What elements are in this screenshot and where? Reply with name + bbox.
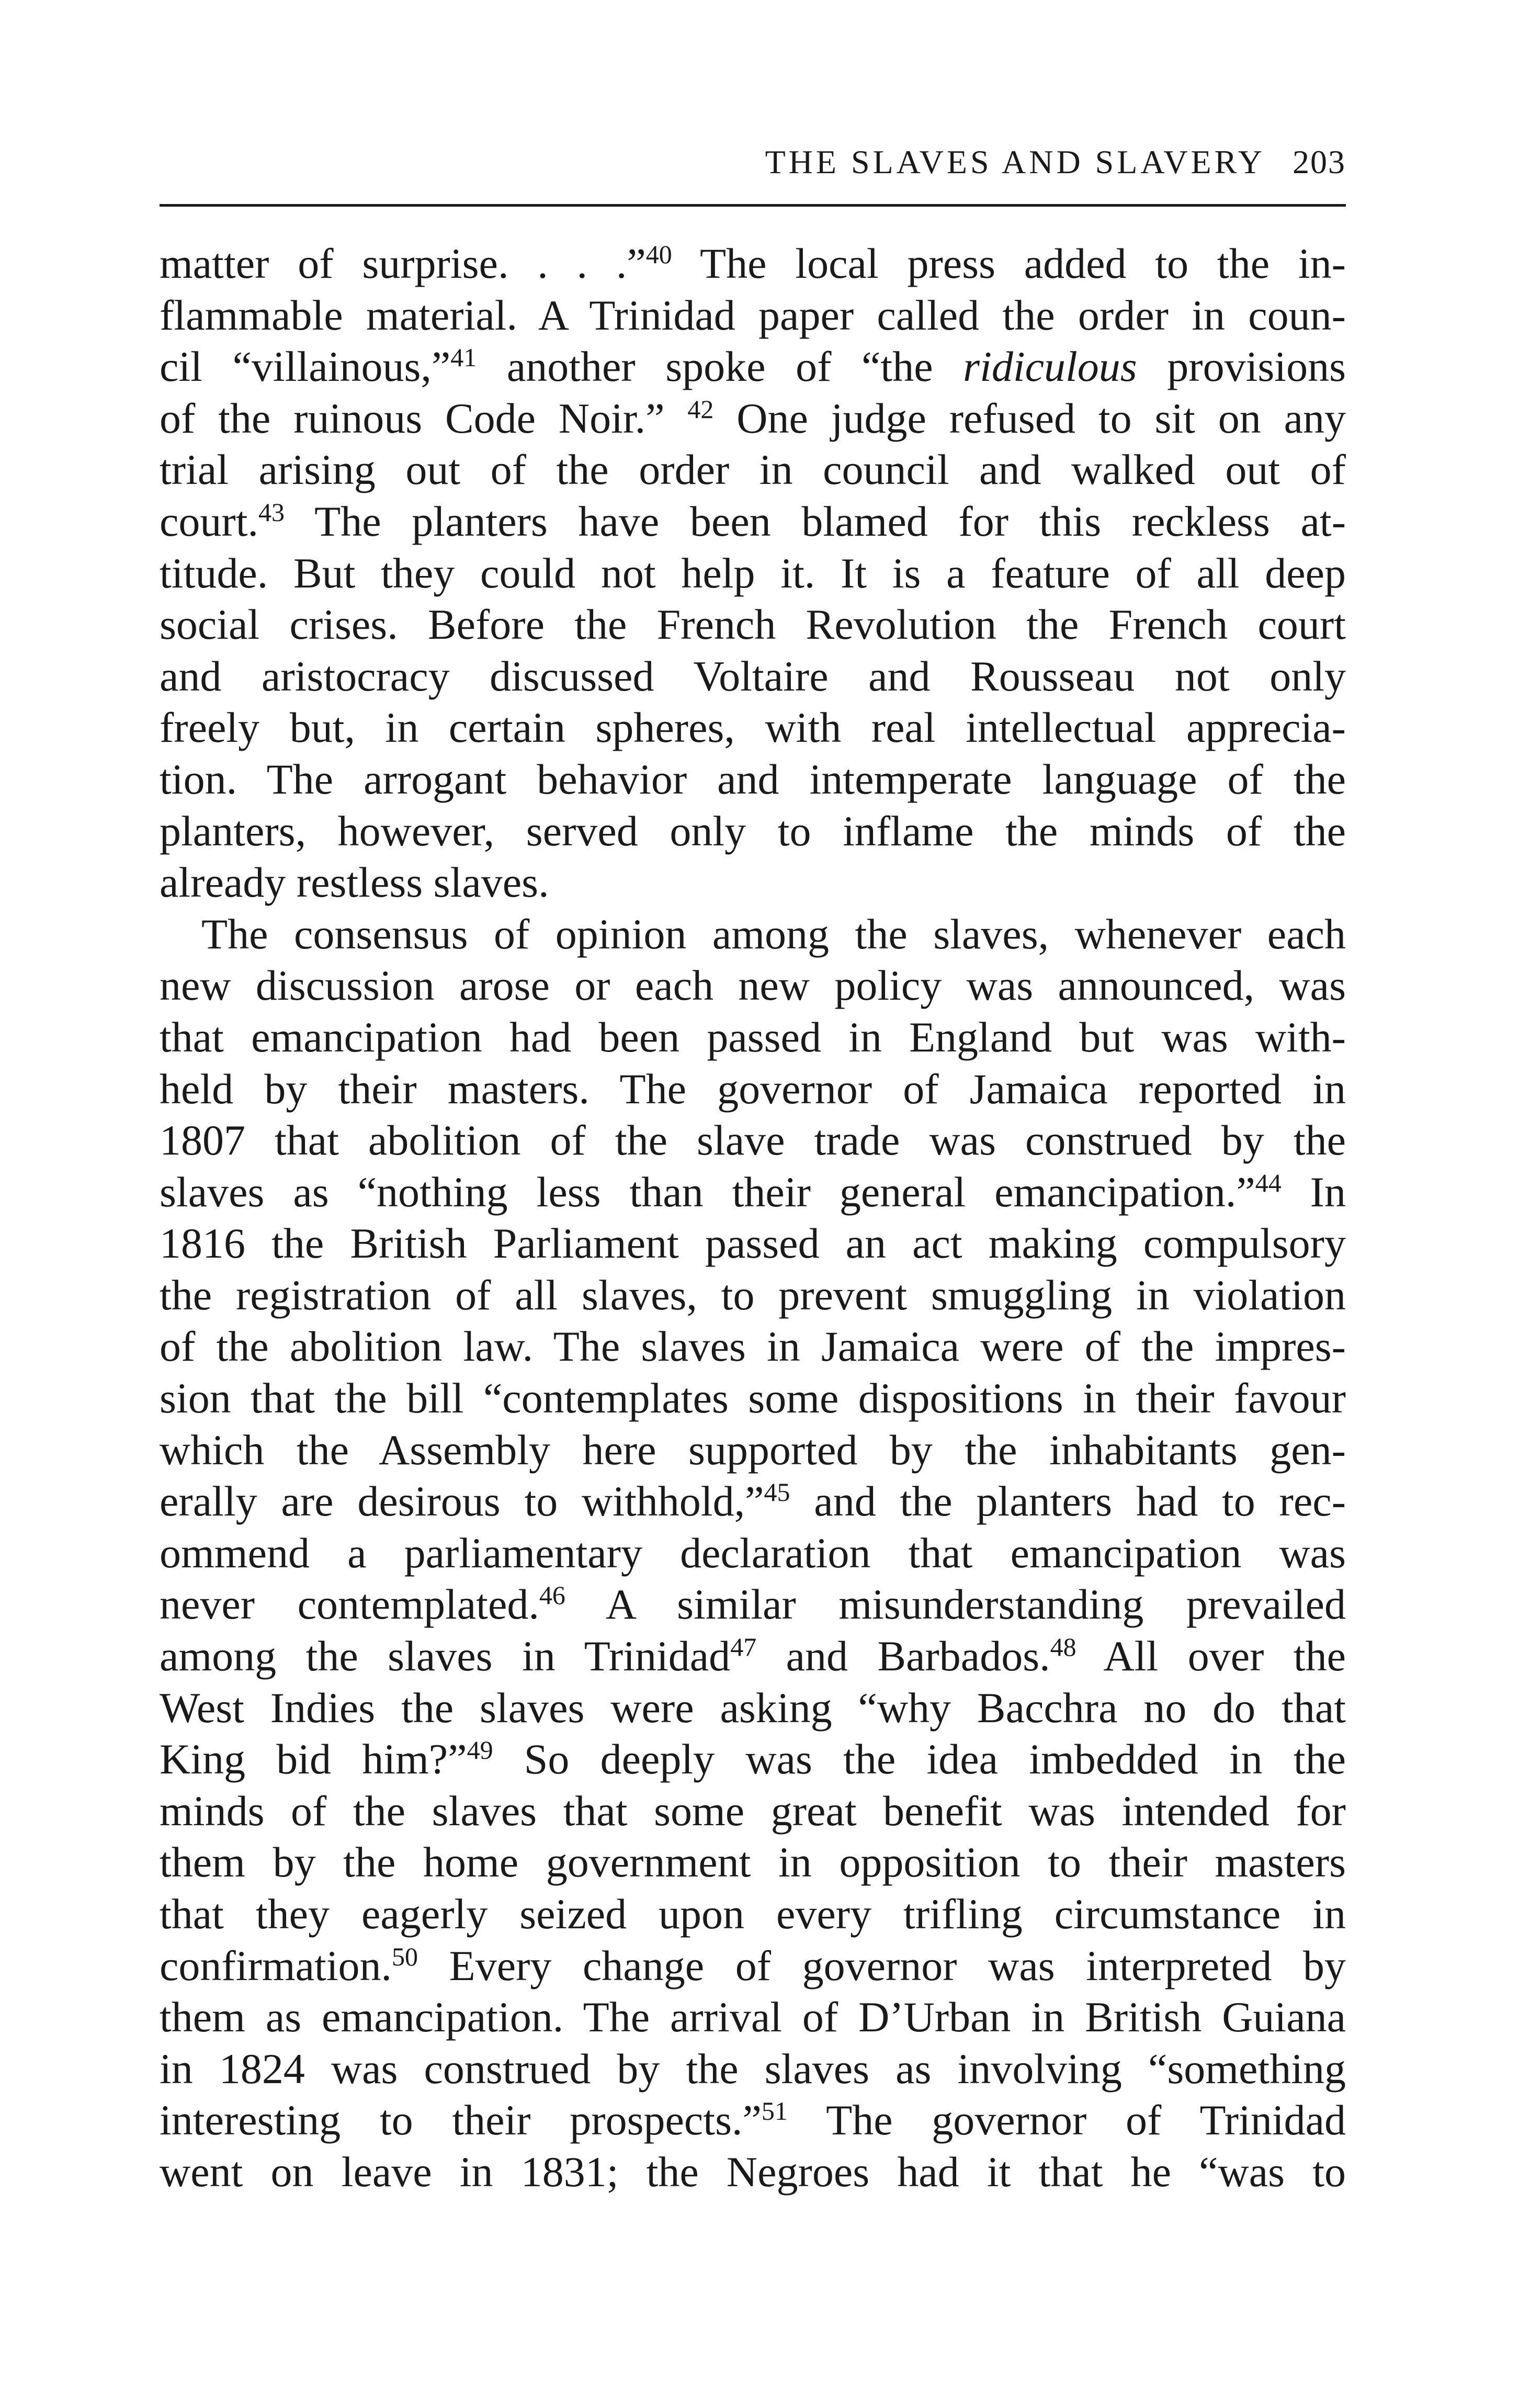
footnote-ref: 43 [258, 497, 285, 527]
text-line: which the Assembly here supported by the inhabitants gen- [160, 1426, 1346, 1474]
header-rule [160, 204, 1346, 207]
text-line: social crises. Before the French Revolution the French court [160, 601, 1346, 649]
footnote-ref: 51 [761, 2096, 788, 2126]
footnote-ref: 45 [764, 1477, 790, 1507]
text-line: the registration of all slaves, to prevent smuggling in violation [160, 1271, 1346, 1319]
text-line: that emancipation had been passed in England but was with- [160, 1013, 1346, 1061]
text-line: them by the home government in opposition to their masters [160, 1838, 1346, 1886]
text-line: new discussion arose or each new policy was announced, was [160, 962, 1346, 1010]
text-line: titude. But they could not help it. It is a feature of all deep [160, 549, 1346, 597]
footnote-ref: 44 [1255, 1168, 1282, 1197]
text-line: freely but, in certain spheres, with real intellectual apprecia- [160, 704, 1346, 752]
footnote-ref: 46 [539, 1580, 565, 1610]
footnote-ref: 48 [1050, 1632, 1076, 1662]
text-line: trial arising out of the order in council and walked out of [160, 446, 1346, 494]
text-line: never contemplated.$^{46}$ A similar misunderstanding prevailed [160, 1580, 1346, 1629]
footnote-ref: 47 [730, 1632, 757, 1662]
paragraph-first-line: The consensus of opinion among the slaves, whenever each [201, 910, 1346, 958]
text-line: already restless slaves. [160, 858, 549, 907]
text-body [160, 238, 1346, 2198]
text-line: sion that the bill “contemplates some dispositions in their favour [160, 1374, 1346, 1422]
footnote-ref: 41 [450, 343, 477, 372]
text-line: West Indies the slaves were asking “why Bacchra no do that [160, 1683, 1346, 1732]
text-line: among the slaves in Trinidad$^{47}$ and Barbados.$^{48}$ All over the [160, 1632, 1346, 1680]
text-line: erally are desirous to withhold,”$^{45}$ and the planters had to rec- [160, 1477, 1346, 1525]
text-line: planters, however, served only to inflame the minds of the [160, 807, 1346, 855]
footnote-ref: 40 [645, 240, 672, 269]
footnote-ref: 49 [467, 1735, 493, 1765]
page-header [160, 142, 1346, 179]
page-number: 203 [1293, 143, 1346, 180]
text-line: minds of the slaves that some great benefit was intended for [160, 1787, 1346, 1835]
text-line: of the abolition law. The slaves in Jamaica were of the impres- [160, 1322, 1346, 1371]
text-line: ommend a parliamentary declaration that emancipation was [160, 1529, 1346, 1577]
text-line: King bid him?”$^{49}$ So deeply was the idea imbedded in the [160, 1735, 1346, 1783]
text-line: court.$^{43}$ The planters have been blamed for this reckless at- [160, 497, 1346, 545]
text-line: went on leave in 1831; the Negroes had it that he “was to [160, 2147, 1346, 2196]
text-line: confirmation.$^{50}$ Every change of governor was interpreted by [160, 1941, 1346, 1989]
text-line: interesting to their prospects.”$^{51}$ The governor of Trinidad [160, 2096, 1346, 2144]
text-line: in 1824 was construed by the slaves as involving “something [160, 2044, 1346, 2093]
text-line: of the ruinous Code Noir.” $^{42}$ One judge refused to sit on any [160, 394, 1346, 442]
text-line: held by their masters. The governor of Jamaica reported in [160, 1065, 1346, 1113]
text-line: that they eagerly seized upon every trifling circumstance in [160, 1890, 1346, 1938]
text-line: them as emancipation. The arrival of D’Urban in British Guiana [160, 1993, 1346, 2041]
text-line: 1807 that abolition of the slave trade was construed by the [160, 1116, 1346, 1165]
text-line: slaves as “nothing less than their general emancipation.”$^{44}$ In [160, 1168, 1346, 1216]
text-line: and aristocracy discussed Voltaire and Rousseau not only [160, 652, 1346, 700]
text-line: matter of surprise. . . .”$^{40}$ The local press added to the in- [160, 240, 1346, 287]
footnote-ref: 42 [687, 394, 714, 424]
running-head: THE SLAVES AND SLAVERY [765, 143, 1265, 180]
text-line: 1816 the British Parliament passed an act making compulsory [160, 1219, 1346, 1268]
text-line: tion. The arrogant behavior and intemperate language of the [160, 755, 1346, 803]
text-line: cil “villainous,”$^{41}$ another spoke of “the ridiculous provisions [160, 343, 1346, 391]
footnote-ref: 50 [392, 1941, 418, 1971]
text-line: flammable material. A Trinidad paper called the order in coun- [160, 291, 1346, 339]
italic-emphasis: ridiculous [963, 343, 1137, 391]
